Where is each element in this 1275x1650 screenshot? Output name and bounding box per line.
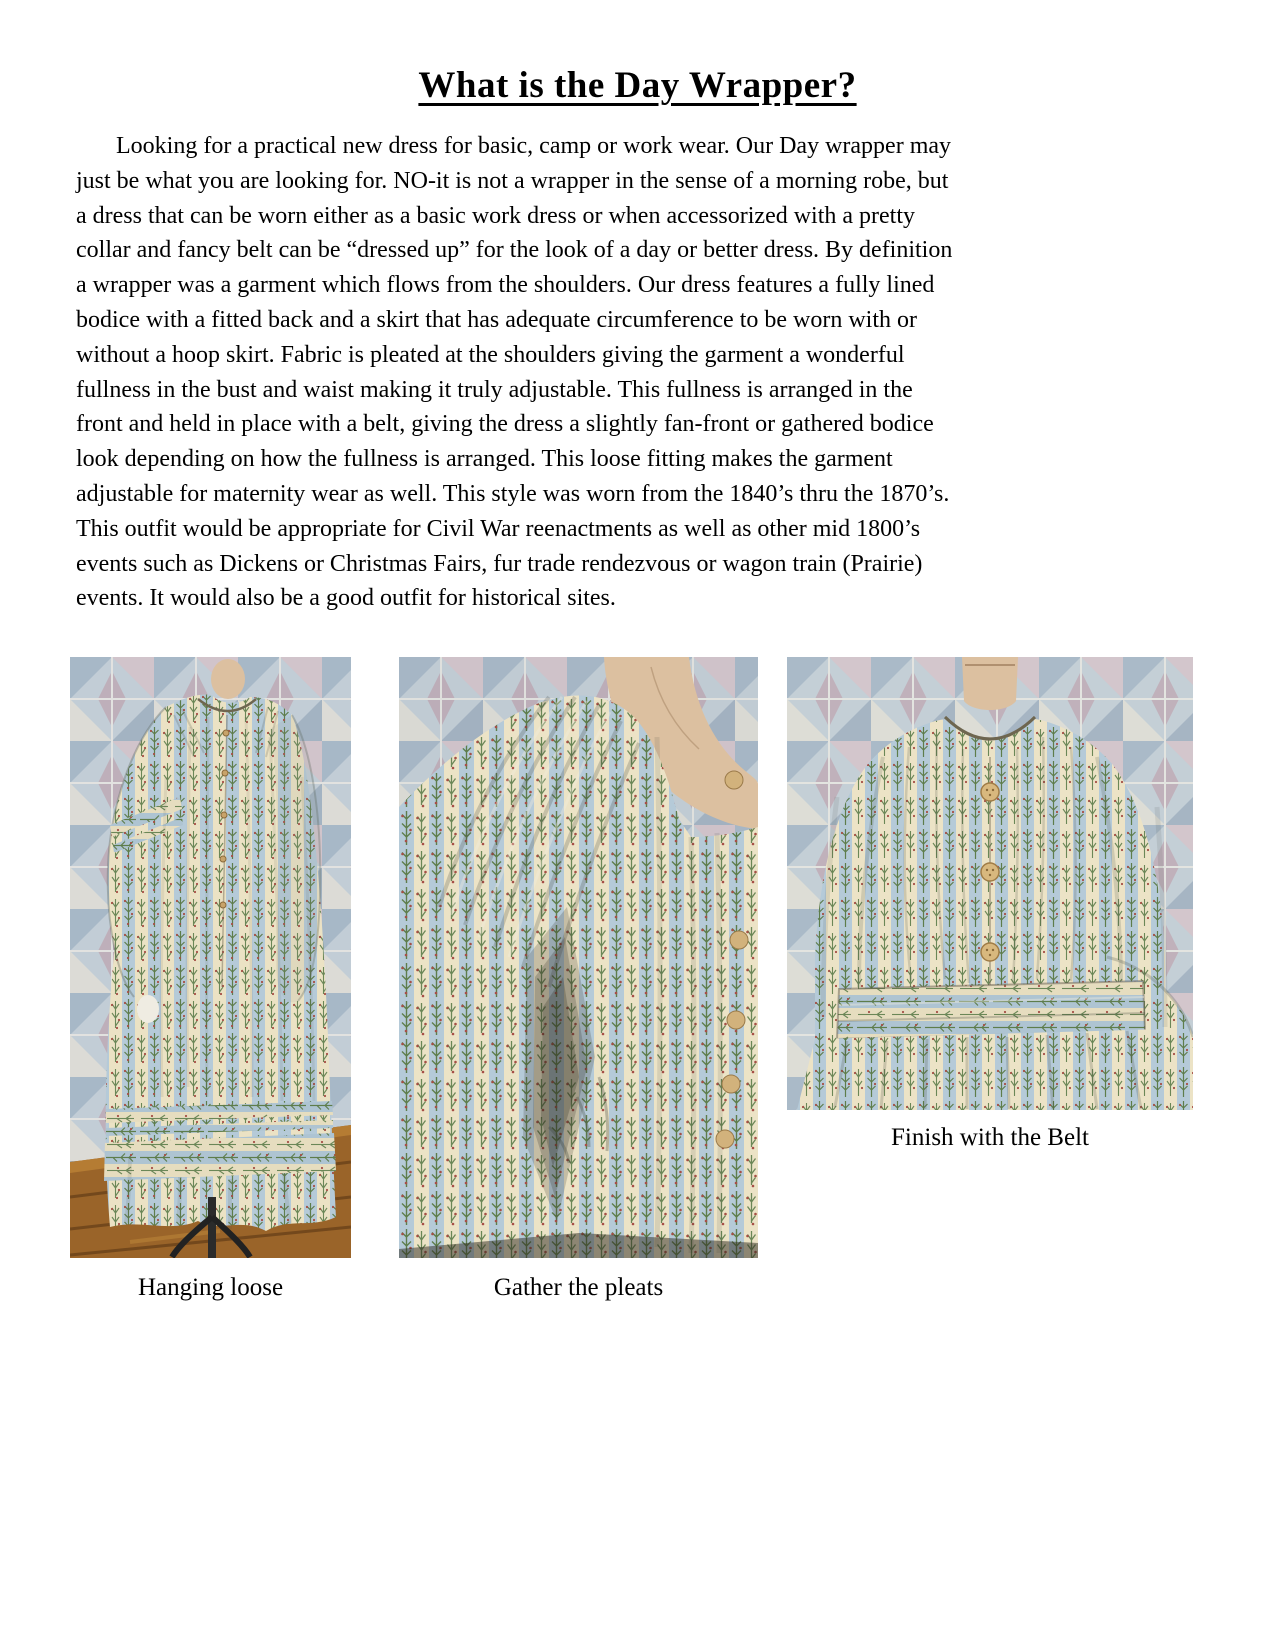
body-line: look depending on how the fullness is arranged. This loose fitting makes the garment [76,446,893,473]
body-paragraph [76,129,1146,616]
finish-belt-illustration [787,657,1193,1110]
body-line: events. It would also be a good outfit for historical sites. [76,585,616,612]
mannequin-hand [137,995,159,1023]
body-line: Looking for a practical new dress for basic, camp or work wear. Our Day wrapper may [116,133,952,159]
gathered-skirt [797,1029,1187,1110]
hanging-loose-illustration [70,657,351,1258]
body-line: front and held in place with a belt, giving the dress a slightly fan-front or gathered bodice [76,411,934,438]
body-line: events such as Dickens or Christmas Fairs, fur trade rendezvous or wagon train (Prairie) [76,550,923,577]
photo-hanging-loose [70,657,351,1258]
caption-gather-pleats: Gather the pleats [493,1274,664,1301]
body-line: adjustable for maternity wear as well. This style was worn from the 1840’s thru the 1870’s. [76,480,950,507]
body-line: This outfit would be appropriate for Civil War reenactments as well as other mid 1800’s [76,515,921,542]
caption-hanging-loose: Hanging loose [137,1274,284,1301]
mannequin-neck [211,659,245,699]
page-title: What is the Day Wrapper? [418,65,857,106]
photo-finish-belt [787,657,1193,1110]
dress [104,695,336,1232]
fabric-belt [837,981,1145,1039]
body-line: a wrapper was a garment which flows from the shoulders. Our dress features a fully lined [76,272,935,299]
body-line: collar and fancy belt can be “dressed up” for the look of a day or better dress. By definition [76,237,953,264]
caption-finish-belt: Finish with the Belt [891,1124,1089,1151]
gather-pleats-illustration [399,657,758,1258]
body-line: fullness in the bust and waist making it truly adjustable. This fullness is arranged in the [76,376,913,403]
body-line: bodice with a fitted back and a skirt that has adequate circumference to be worn with or [76,306,918,333]
body-line: a dress that can be worn either as a basic work dress or when accessorized with a pretty [76,202,916,229]
photo-gather-pleats [399,657,758,1258]
body-line: without a hoop skirt. Fabric is pleated at the shoulders giving the garment a wonderful [76,341,905,368]
body-line: just be what you are looking for. NO-it is not a wrapper in the sense of a morning robe, but [76,167,949,194]
